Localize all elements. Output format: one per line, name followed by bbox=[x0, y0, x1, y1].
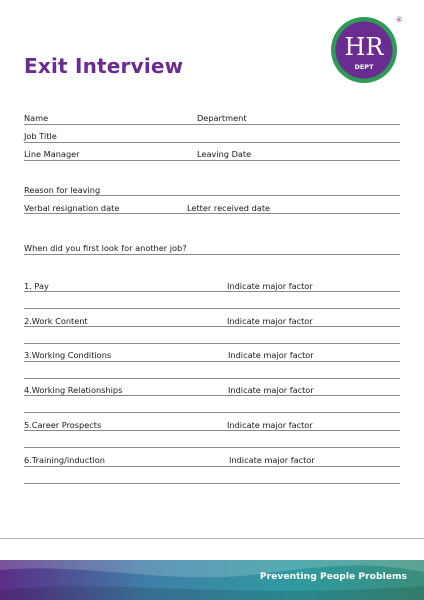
factor-line[interactable] bbox=[24, 291, 400, 292]
factor-label: 4.Working Relationships bbox=[24, 385, 123, 395]
name-line[interactable] bbox=[24, 124, 400, 125]
logo-sub: DEPT bbox=[354, 63, 374, 71]
factor-notes-line[interactable] bbox=[24, 412, 400, 413]
job-title-line[interactable] bbox=[24, 142, 400, 143]
factor-indicator: Indicate major factor bbox=[228, 350, 314, 360]
factor-notes-line[interactable] bbox=[24, 378, 400, 379]
factor-indicator: Indicate major factor bbox=[227, 316, 313, 326]
factor-line[interactable] bbox=[24, 430, 400, 431]
registered-mark: ® bbox=[395, 16, 402, 24]
factor-label: 3.Working Conditions bbox=[24, 350, 112, 360]
logo-letters: HR bbox=[344, 33, 384, 61]
factor-notes-line[interactable] bbox=[24, 308, 400, 309]
factor-indicator: Indicate major factor bbox=[229, 455, 315, 465]
factor-indicator: Indicate major factor bbox=[228, 385, 314, 395]
factor-indicator: Indicate major factor bbox=[227, 281, 313, 291]
factor-line[interactable] bbox=[24, 361, 400, 362]
page-title: Exit Interview bbox=[24, 54, 184, 78]
factor-label: 6.Training/induction bbox=[24, 455, 105, 465]
factor-notes-line[interactable] bbox=[24, 343, 400, 344]
factor-line[interactable] bbox=[24, 326, 400, 327]
first-look-question: When did you first look for another job? bbox=[24, 243, 187, 253]
factor-notes-line[interactable] bbox=[24, 447, 400, 448]
department-label: Department bbox=[197, 113, 247, 123]
reason-line[interactable] bbox=[24, 195, 400, 196]
job-title-label: Job Title bbox=[24, 131, 57, 141]
footer-divider bbox=[0, 538, 424, 539]
factor-notes-line[interactable] bbox=[24, 483, 400, 484]
line-manager-label: Line Manager bbox=[24, 149, 80, 159]
first-look-line[interactable] bbox=[24, 254, 400, 255]
factor-label: 1. Pay bbox=[24, 281, 49, 291]
factor-label: 2.Work Content bbox=[24, 316, 88, 326]
verbal-resignation-label: Verbal resignation date bbox=[24, 203, 120, 213]
reason-for-leaving-label: Reason for leaving bbox=[24, 185, 101, 195]
name-label: Name bbox=[24, 113, 49, 123]
footer-tagline: Preventing People Problems bbox=[259, 571, 407, 582]
factor-line[interactable] bbox=[24, 466, 400, 467]
factor-label: 5.Career Prospects bbox=[24, 420, 102, 430]
hr-dept-logo bbox=[330, 12, 402, 84]
resignation-line[interactable] bbox=[24, 213, 400, 214]
letter-received-label: Letter received date bbox=[187, 203, 271, 213]
line-manager-line[interactable] bbox=[24, 160, 400, 161]
leaving-date-label: Leaving Date bbox=[197, 149, 252, 159]
factor-indicator: Indicate major factor bbox=[227, 420, 313, 430]
factor-line[interactable] bbox=[24, 395, 400, 396]
